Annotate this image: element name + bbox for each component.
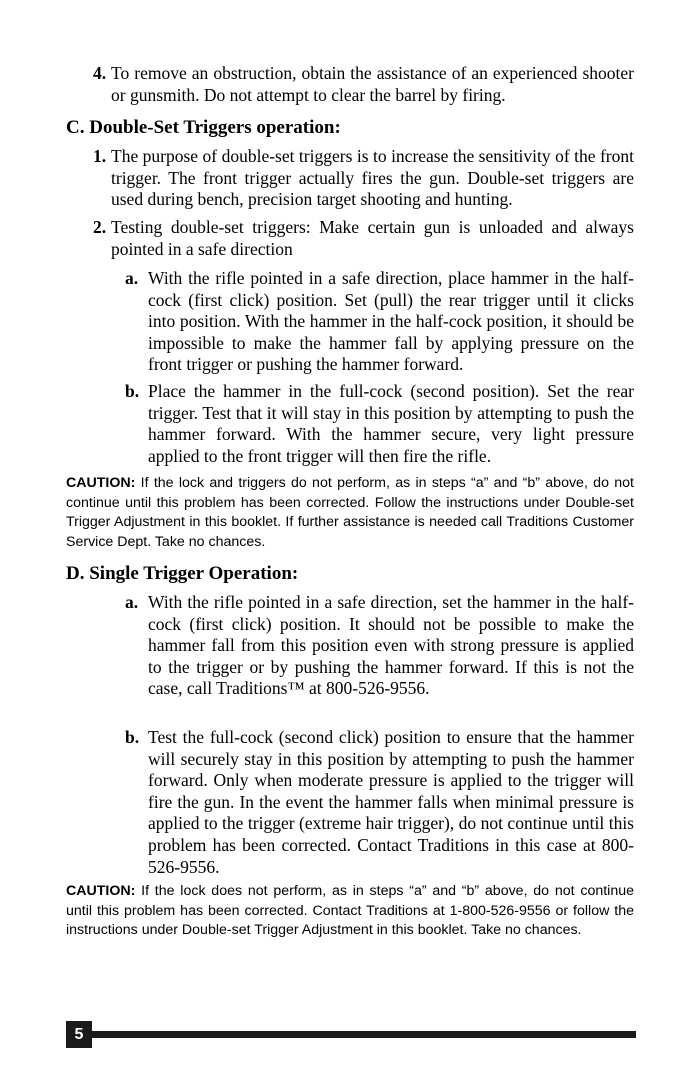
double-set-step-b: Place the hammer in the full-cock (second position). Set the rear trigger. Test that it will stay in this position by attempting to push the hammer forward. With the hammer secure, very light pressure applied to the front trigger will then fire the rifle. xyxy=(148,381,634,466)
double-set-step-a: With the rifle pointed in a safe direction, place hammer in the half-cock (first click) position. Set (pull) the rear trigger until it clicks into position. With the hammer in the half-cock position, it should be impossible to make the hammer fall by applying pressure on the front trigger or pushing the hammer forward. xyxy=(148,268,634,375)
caution-text: If the lock does not perform, as in steps “a” and “b” above, do not continue until this problem has been corrected. Contact Traditions at 1-800-526-9556 or follow the instructions under Double-set Trigger Adjustment in this booklet. Take no chances. xyxy=(66,883,634,939)
caution-text: If the lock and triggers do not perform, as in steps “a” and “b” above, do not continue until this problem has been corrected. Follow the instructions under Double-set Trigger Adjustment in this booklet. If further assistance is needed call Traditions Customer Service Dept. Take no chances. xyxy=(66,475,634,550)
single-trigger-step-a: With the rifle pointed in a safe direction, set the hammer in the half-cock (first click) position. It should not be possible to make the hammer fall from this position even with strong pressure is applied to the trigger or by pushing the hammer forward. If this is not the case, call Traditions™ at 800-526-9556. xyxy=(148,592,634,699)
caution-note-single-trigger xyxy=(66,882,634,941)
caution-label: CAUTION: xyxy=(66,883,136,899)
step-letter: b. xyxy=(125,381,140,401)
section-heading-double-set: C. Double-Set Triggers operation: xyxy=(66,117,341,138)
step-letter: a. xyxy=(125,592,139,612)
section-heading-single-trigger: D. Single Trigger Operation: xyxy=(66,563,299,584)
footer-rule xyxy=(92,1031,636,1038)
page-number: 5 xyxy=(66,1021,92,1048)
double-set-purpose: The purpose of double-set triggers is to increase the sensitivity of the front trigger. The front trigger actually fires the gun. Double-set triggers are used during bench, precision target shooting and hunting. xyxy=(111,146,634,210)
item-number: 2. xyxy=(93,217,107,237)
obstruction-instruction: To remove an obstruction, obtain the assistance of an experienced shooter or gunsmith. Do not attempt to clear the barrel by firing. xyxy=(111,63,634,105)
step-letter: a. xyxy=(125,268,139,288)
step-letter: b. xyxy=(125,727,140,747)
single-trigger-step-b: Test the full-cock (second click) position to ensure that the hammer will securely stay in this position by attempting to push the hammer forward. Only when moderate pressure is applied to the trigger will fire the gun. In the event the hammer falls when minimal pressure is applied to the trigger (extreme hair trigger), do not continue until this problem has been corrected. Contact Traditions in this case at 800-526-9556. xyxy=(148,727,634,877)
double-set-testing: Testing double-set triggers: Make certain gun is unloaded and always pointed in a safe direction xyxy=(111,217,634,259)
item-number: 4. xyxy=(93,63,107,83)
caution-label: CAUTION: xyxy=(66,475,136,491)
caution-note-double-set xyxy=(66,474,634,552)
item-number: 1. xyxy=(93,146,107,166)
